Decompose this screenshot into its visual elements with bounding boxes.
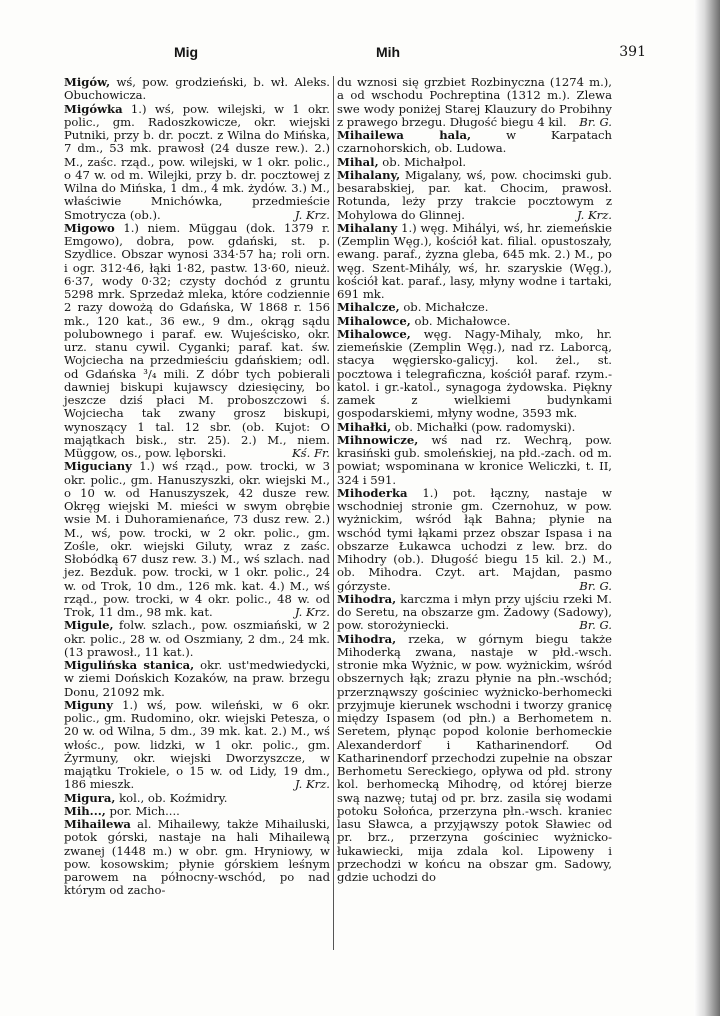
entry-text: ob. Michałowce. [410,313,511,328]
entry-headword: Migowo [64,220,115,235]
entry-headword: Mihalany [337,220,398,235]
dictionary-entry [337,328,612,421]
entry-signature: Br. G. [579,114,612,129]
entry-headword: Mihalowce, [337,326,411,341]
entry-text: al. Mihailewy, także Mihailuski, potok górski, nastaje na hali Mihailewą zwanej (1448 m.) w obr. gm. Hryniowy, w pow. kosowskim; płynie górskiem leśnym parowem na północny-wschód, po nad którym od zacho- [64,817,330,898]
dictionary-entry [337,487,612,593]
dictionary-entry [337,156,612,169]
entry-signature: J. Krz. [294,207,330,222]
entry-signature: Kś. Fr. [292,446,330,460]
page-number: 391 [619,44,646,60]
entry-headword: Migule, [64,618,114,633]
entry-headword: Mihodra, [337,631,397,646]
dictionary-entry [337,434,612,487]
entry-text: 1.) wś, pow. wilejski, w 1 okr. polic., gm. Radoszkowicze, okr. wiejski Putniki, przy b. dr. poczt. z Wilna do Mińska, 7 dm., 53 mk. prawosł (24 dusze rew.). 2.) M., zaśc. rząd., pow. wilejski, w 1 okr. polic., o 47 w. od m. Wilejki, przy b. dr. pocztowej z Wilna do Mińska, 1 dm., 4 mk. żydów. 3.) M., właściwie Mnichówka, przedmieście Smotrycza (ob.). [64,101,330,222]
entry-text: wś nad rz. Wechrą, pow. krasiński gub. smoleńskiej, na płd.-zach. od m. powiat; wspominana w kronice Weliczki, t. II, 324 i 591. [337,432,612,487]
entry-headword: Mihalowce, [337,313,411,328]
entry-text: 1.) pot. łączny, nastaje w wschodniej stronie gm. Czernohuz, w pow. wyżnickim, wśród łąk Bahna; płynie na wschód tymi łąkami przez obszar Ispasa i na obszarze Łukawca uchodzi z lew. brz. do Mihodry (ob.). Długość biegu 15 kil. 2.) M., ob. Mihodra. Czyt. art. Majdan, pasmo górzyste. [337,485,612,593]
scan-edge-shadow [694,0,720,1016]
dictionary-entry [64,699,330,792]
entry-text: karczma i młyn przy ujściu rzeki M. do Seretu, na obszarze gm. Żadowy (Sadowy), pow. storożyniecki. [337,591,612,633]
column-divider [333,76,334,950]
entry-headword: Mihalcze, [337,300,400,315]
dictionary-entry [337,222,612,302]
dictionary-entry [64,460,330,619]
entry-headword: Mihalany, [337,167,401,182]
entry-headword: Migów, [64,75,111,89]
entry-text: 1.) wś rząd., pow. trocki, w 3 okr. polic., gm. Hanuszyszki, okr. wiejski M., o 10 w. od Hanuszyszek, 42 dusze rew. Okręg wiejski M. mieści w swym obrębie wsie M. i Duhoramienańce, 73 dusz rew. 2.) M., wś, pow. trocki, w 2 okr. polic., gm. Zośle, okr. wiejski Giluty, wraz z zaśc. Słobódką 67 dusz rew. 3.) M., wś szlach. nad jez. Bezduk. pow. trocki, w 1 okr. polic., 24 w. od Trok, 10 dm., 126 mk. kat. 4.) M., wś rząd., pow. trocki, w 4 okr. polic., 48 w. od Trok, 11 dm., 98 mk. kat. [64,459,330,619]
dictionary-entry [337,593,612,633]
dictionary-entry [337,76,612,129]
entry-text: Migalany, wś, pow. chocimski gub. besarabskiej, par. kat. Chocim, prawosł. Rotunda, leży przy trakcie pocztowym z Mohylowa do Glinnej. [337,167,612,222]
dictionary-entry [64,103,330,222]
entry-text: ob. Michałcze. [399,300,489,315]
entry-text: w Karpatach czarnohorskich, ob. Ludowa. [337,128,612,156]
entry-text: kol., ob. Koźmidry. [115,790,228,805]
entry-headword: Migura, [64,790,116,805]
entry-headword: Miguny [64,697,113,712]
left-column [64,76,330,898]
entry-signature: J. Krz. [294,777,330,792]
entry-signature: J. Krz. [294,605,330,619]
entry-text: por. Mich.... [105,803,180,818]
running-head-center: Mih [376,44,401,60]
entry-headword: Mihnowicze, [337,432,419,447]
entry-signature: Br. G. [579,578,612,593]
dictionary-entry [337,301,612,314]
entry-headword: Mihoderka [337,485,408,500]
entry-headword: Mihałki, [337,419,392,434]
right-column [337,76,612,884]
entry-headword: Miguciany [64,459,132,474]
dictionary-entry [337,633,612,885]
dictionary-entry [337,169,612,222]
entry-headword: Mihailewa [64,817,131,831]
entry-text: du wznosi się grzbiet Rozbinyczna (1274 m.), a od wschodu Pochreptina (1312 m.). Zlewa swe wody poniżej Starej Klauzury do Probihny z prawego brzegu. Długość biegu 4 kil. [337,75,612,129]
dictionary-entry [337,315,612,328]
entry-text: okr. ust'medwiedycki, w ziemi Dońskich Kozaków, na praw. brzegu Donu, 21092 mk. [64,658,330,699]
entry-headword: Migulińska stanica, [64,658,195,672]
dictionary-entry [337,421,612,434]
entry-signature: J. Krz. [576,207,612,222]
entry-text: folw. szlach., pow. oszmiański, w 2 okr. polic., 28 w. od Oszmiany, 2 dm., 24 mk. (13 prawosł., 11 kat.). [64,618,330,659]
dictionary-entry [64,792,330,805]
entry-text: rzeka, w górnym biegu także Mihoderką zwana, nastaje w płd.-wsch. stronie mka Wyżnic, w pow. wyżnickim, wśród obszernych łąk; zrazu płynie na płn.-wschód; przerznąwszy gościniec wyżnicko-berhomecki przyjmuje kierunek wschodni i tworzy granicę między Ispasem (od płn.) a Berhometem n. Seretem, płynąc popod kolonie berhomeckie Alexanderdorf i Katharinendorf. Od Katharinendorf przechodzi zupełnie na obszar Berhometu Sereckiego, opływa od płd. strony kol. berhomecką Mihodrę, od której bierze swą nazwę; tutaj od pr. brz. zasila się wodami potoku Sołońca, przerzyna płn.-wsch. kraniec lasu Sławca, a przyjąwszy potok Sławiec od pr. brz., przerzyna gościniec wyżnicko-łukawiecki, mija zdala kol. Lipoweny i przechodzi w końcu na obszar gm. Sadowy, gdzie uchodzi do [337,631,612,884]
entry-headword: Migówka [64,101,123,116]
dictionary-entry [64,222,330,461]
entry-headword: Mihailewa hala, [337,128,472,142]
dictionary-entry [64,818,330,898]
running-head-left: Mig [174,44,199,60]
entry-text: ob. Michałpol. [378,154,467,169]
entry-text: wś, pow. grodzieński, b. wł. Aleks. Obuchowicza. [64,75,330,103]
entry-text: ob. Michałki (pow. radomyski). [391,419,576,434]
entry-headword: Mihodra, [337,591,397,606]
entry-text: 1.) wś, pow. wileński, w 6 okr. polic., gm. Rudomino, okr. wiejski Petesza, o 20 w. od Wilna, 5 dm., 39 mk. kat. 2.) M., wś włośc., pow. lidzki, w 1 okr. polic., gm. Żyrmuny, okr. wiejski Dworzyszcze, w majątku Trokiele, o 15 w. od Lidy, 19 dm., 186 mieszk. [64,697,330,792]
entry-text: 1.) węg. Mihályi, wś, hr. ziemeńskie (Zemplin Węg.), kościół kat. filial. opustoszały, ewang. paraf., żyzna gleba, 645 mk. 2.) M., po węg. Szent-Mihály, wś, hr. szaryskie (Węg.), kościół kat. paraf., lasy, młyny wodne i tartaki, 691 mk. [337,220,612,301]
entry-text: węg. Nagy-Mihaly, mko, hr. ziemeńskie (Zemplin Węg.), nad rz. Laborcą, stacya węgiersko-galicyj. kol. żel., st. pocztowa i telegraficzna, kościół paraf. rzym.-katol. i gr.-katol., synagoga żydowska. Piękny zamek z wielkiemi budynkami gospodarskiemi, młyny wodne, 3593 mk. [337,326,612,421]
entry-text: 1.) niem. Müggau (dok. 1379 r. Emgowo), dobra, pow. gdański, st. p. Szydlice. Obszar wynosi 334·57 ha; roli orn. i ogr. 312·46, łąki 1·82, pastw. 13·60, nieuż. 6·37, wody 0·32; czysty dochód z gruntu 5298 mrk. Sprzedaż mleka, które codziennie 2 razy dowożą do Gdańska, W 1868 r. 156 mk., 120 kat., 36 ew., 9 dm., okrąg sądu polubownego i paraf. ew. Wujeścisko, okr. urz. stanu cywil. Cyganki; paraf. kat. św. Wojciecha na przedmieściu gdańskiem; odl. od Gdańska ³/₄ mili. Z dóbr tych pobierali dawniej biskupi kujawscy dziesięciny, bo jeszcze dziś płaci M. proboszczowi ś. Wojciecha tak zwany grosz biskupi, wynoszący 1 tal. 12 sbr. (ob. Kujot: O majątkach bisk., str. 25). 2.) M., niem. Müggow, os., pow. lęborski. [64,220,330,460]
entry-signature: Br. G. [579,618,612,633]
page-header [66,44,646,68]
dictionary-entry [64,76,330,103]
dictionary-entry [64,659,330,699]
entry-headword: Mih..., [64,803,106,818]
dictionary-entry [64,619,330,659]
entry-headword: Mihal, [337,154,379,169]
dictionary-entry [64,805,330,818]
dictionary-entry [337,129,612,156]
